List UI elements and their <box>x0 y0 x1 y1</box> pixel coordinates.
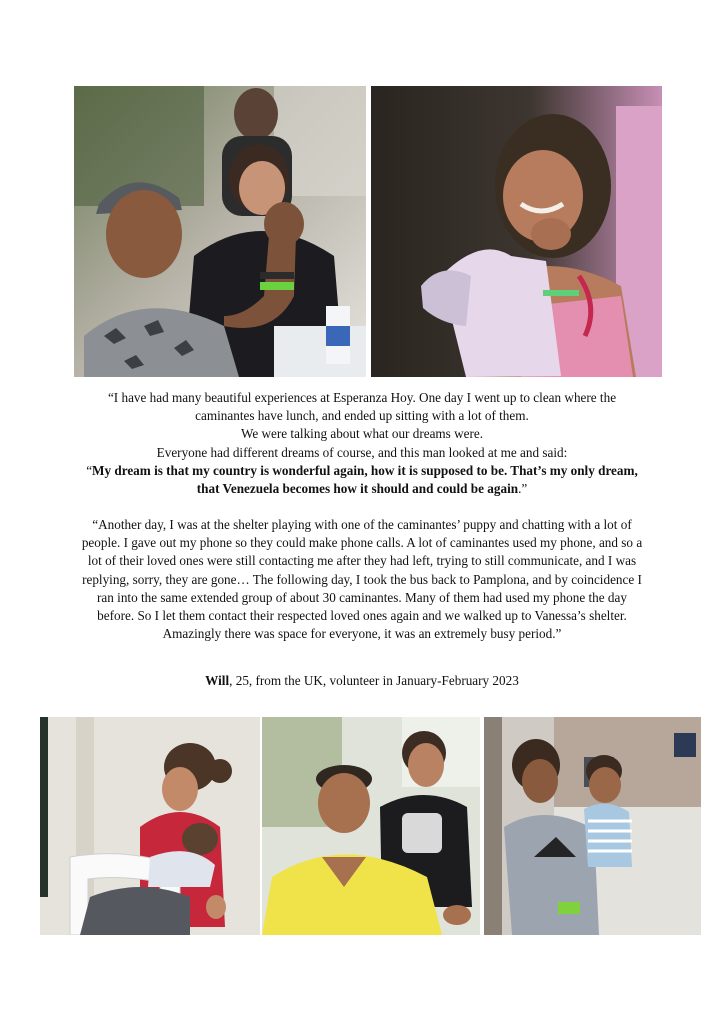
quote-1-close: .” <box>518 481 528 497</box>
photo-man-with-cap <box>74 86 366 377</box>
attribution-details: , 25, from the UK, volunteer in January-February 2023 <box>229 673 519 688</box>
quote-1-emphasis: My dream is that my country is wonderful again, how it is supposed to be. That’s my only dream, that Venezuela becomes how it should and could be again <box>92 462 638 497</box>
photo-man-and-woman <box>262 717 480 935</box>
attribution <box>80 672 644 690</box>
quote-1-line-3: Everyone had different dreams of course, and this man looked at me and said: <box>156 444 568 460</box>
quote-1-intro: “I have had many beautiful experiences at Esperanza Hoy. One day I went up to clean where the caminantes have lunch, and ended up sitting with a lot of them. <box>107 390 617 424</box>
quote-phone-story: “Another day, I was at the shelter playing with one of the caminantes’ puppy and chatting with a lot of people. I gave out my phone so they could make phone calls. A lot of caminantes used my phone, and so a lot of their loved ones were still contacting me after they had left, trying to still communicate, and I was replying, sorry, they are gone… The following day, I took the bus back to Pamplona, and by coincidence I ran into the same extended group of about 30 caminantes. Many of them had used my phone the day before. So I let them contact their respected loved ones again and we walked up to Vanessa’s shelter. Amazingly there was space for everyone, it was an extremely busy period.” <box>81 517 643 642</box>
quote-1-open-quote: “ <box>86 462 93 478</box>
photo-girl-holding-child <box>484 717 701 935</box>
quote-dream <box>80 389 644 498</box>
quote-1-line-2: We were talking about what our dreams were. <box>240 426 484 442</box>
photo-mother-with-baby <box>40 717 260 935</box>
photo-girl-with-cloth <box>371 86 662 377</box>
attribution-name: Will <box>205 673 230 688</box>
